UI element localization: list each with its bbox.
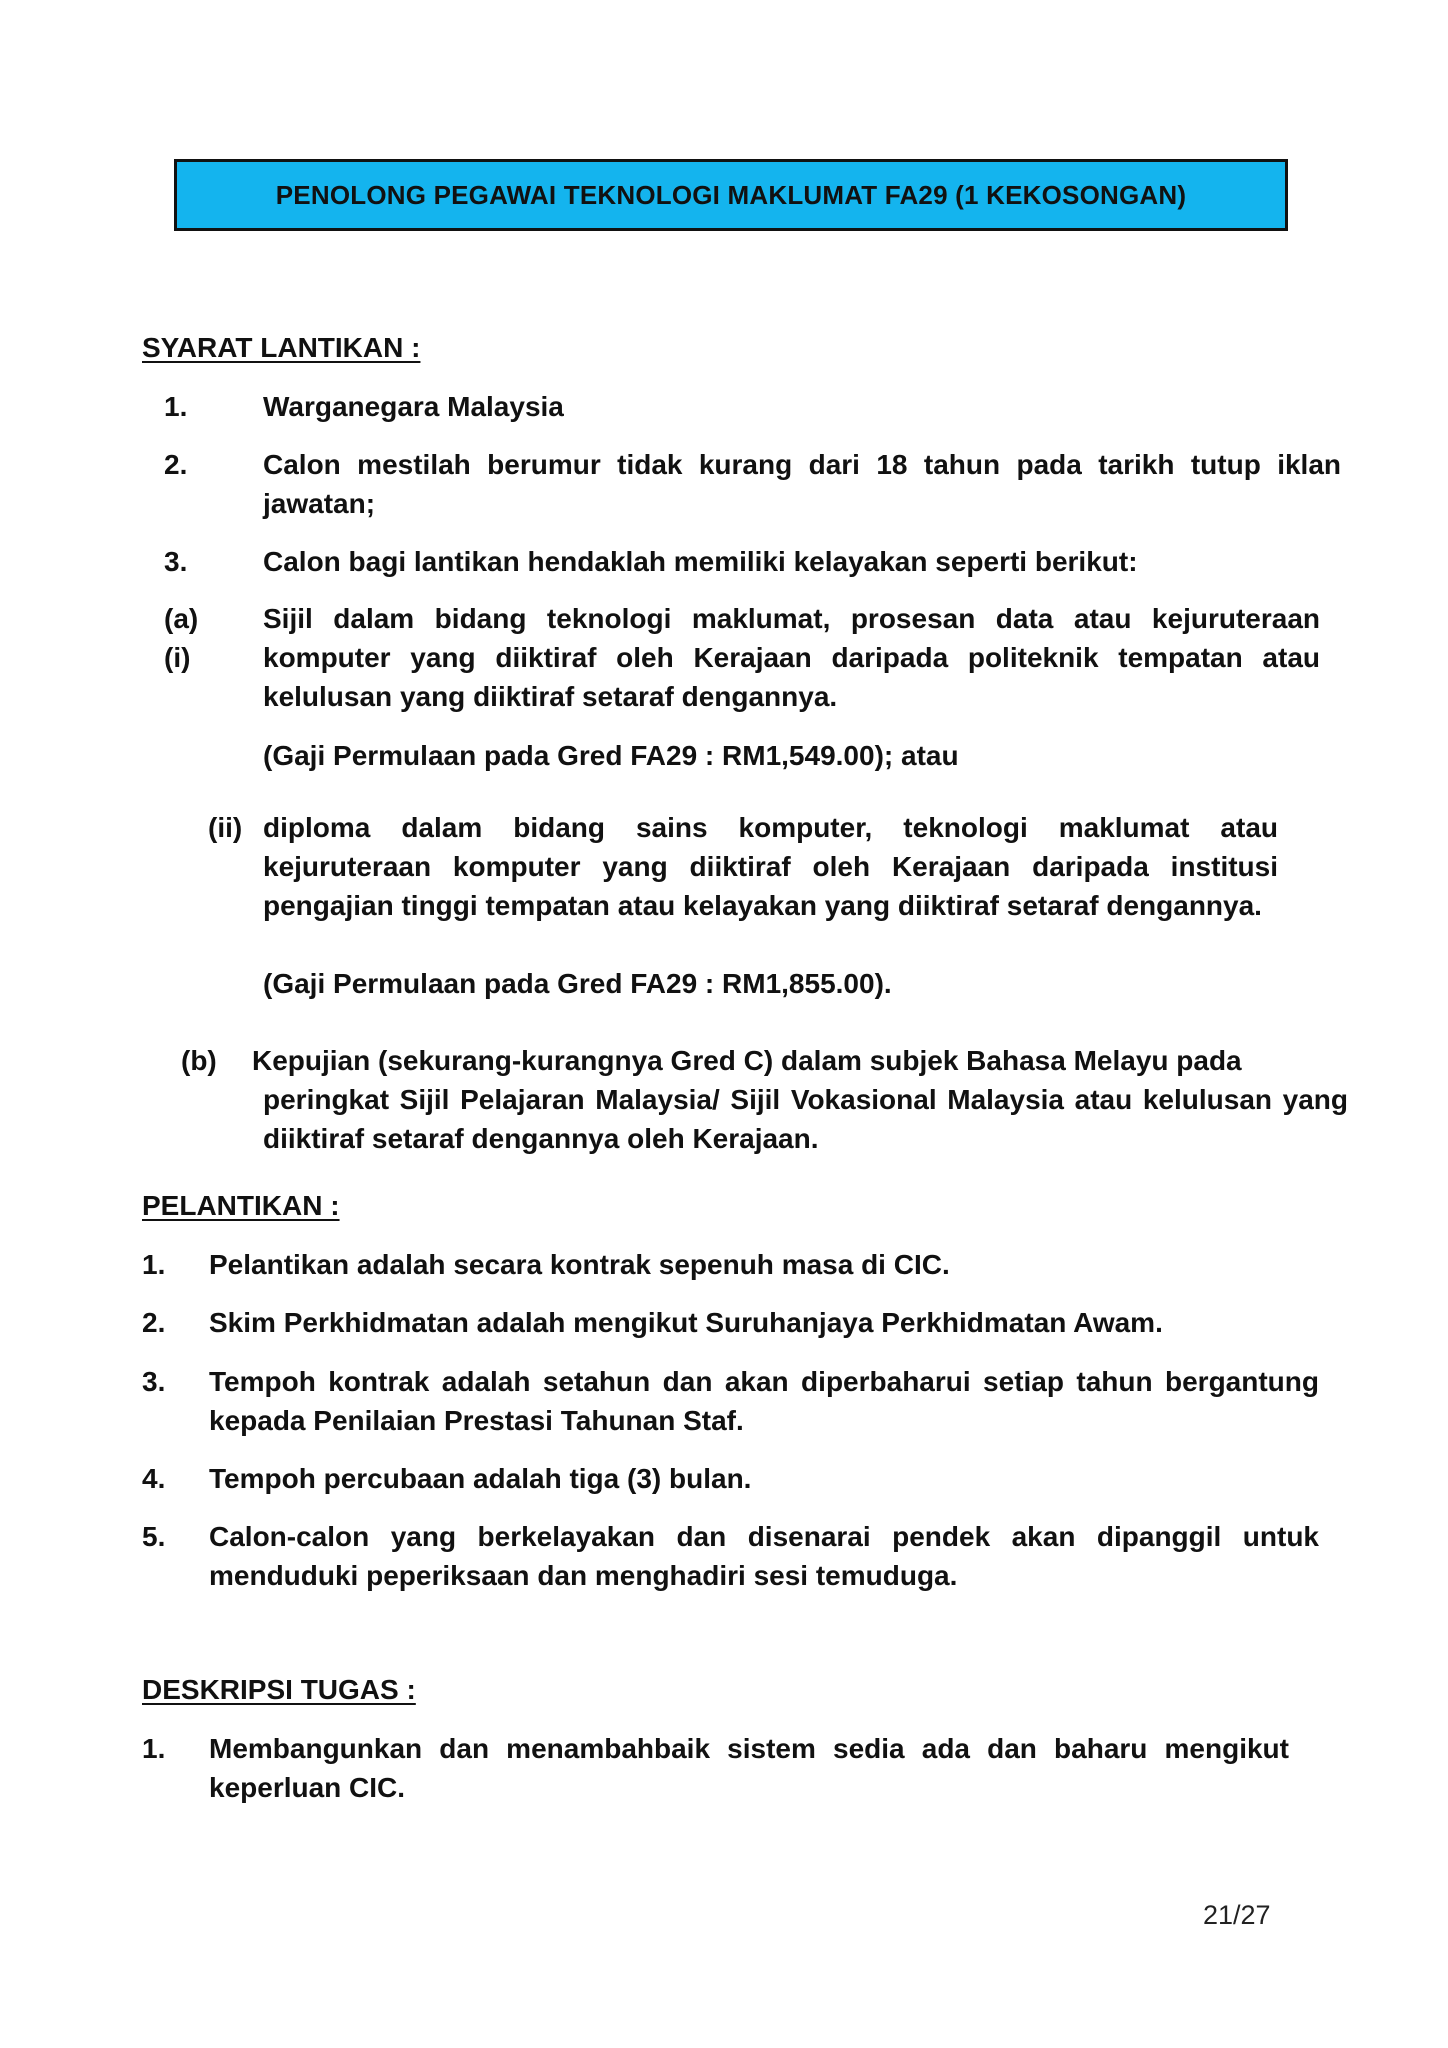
syarat-b-num: (b) (181, 1045, 217, 1076)
syarat-b-rest-text: peringkat Sijil Pelajaran Malaysia/ Sijil Vokasional Malaysia atau kelulusan yang diiktiraf setaraf dengannya oleh Kerajaan. (263, 1084, 1348, 1154)
pelantikan-heading: PELANTIKAN : (142, 1190, 340, 1221)
syarat-item-1-num: 1. (164, 391, 188, 422)
pelantikan-item-1-num: 1. (142, 1249, 166, 1280)
syarat-a-ii-salary-text: (Gaji Permulaan pada Gred FA29 : RM1,855.00). (263, 968, 892, 999)
syarat-b-first-line: Kepujian (sekurang-kurangnya Gred C) dalam subjek Bahasa Melayu pada (252, 1045, 1242, 1076)
deskripsi-heading: DESKRIPSI TUGAS : (142, 1674, 416, 1705)
pelantikan-item-1-text: Pelantikan adalah secara kontrak sepenuh masa di CIC. (209, 1249, 950, 1280)
page-title-box (174, 159, 1288, 231)
syarat-heading: SYARAT LANTIKAN : (142, 332, 421, 363)
syarat-item-3-text: Calon bagi lantikan hendaklah memiliki kelayakan seperti berikut: (263, 546, 1138, 577)
deskripsi-item-1-text: Membangunkan dan menambahbaik sistem sedia ada dan baharu mengikut keperluan CIC. (209, 1733, 1289, 1803)
syarat-item-3-num: 3. (164, 546, 188, 577)
syarat-item-1-text: Warganegara Malaysia (263, 391, 564, 422)
syarat-item-2-num: 2. (164, 449, 188, 480)
syarat-a-ii-text: diploma dalam bidang sains komputer, teknologi maklumat atau kejuruteraan komputer yang diiktiraf oleh Kerajaan daripada institusi pengajian tinggi tempatan atau kelayakan yang diiktiraf setaraf dengannya. (263, 812, 1278, 921)
pelantikan-item-5-text: Calon-calon yang berkelayakan dan disenarai pendek akan dipanggil untuk menduduki peperiksaan dan menghadiri sesi temuduga. (209, 1521, 1319, 1591)
syarat-a-i-num: (a) (i) (164, 603, 199, 673)
pelantikan-item-4-num: 4. (142, 1463, 166, 1494)
syarat-item-2-text: Calon mestilah berumur tidak kurang dari 18 tahun pada tarikh tutup iklan jawatan; (263, 449, 1341, 519)
pelantikan-item-3-text: Tempoh kontrak adalah setahun dan akan diperbaharui setiap tahun bergantung kepada Penilaian Prestasi Tahunan Staf. (209, 1366, 1319, 1436)
page-number: 21/27 (1203, 1900, 1271, 1930)
pelantikan-item-4-text: Tempoh percubaan adalah tiga (3) bulan. (209, 1463, 752, 1494)
pelantikan-item-3-num: 3. (142, 1366, 166, 1397)
pelantikan-item-5-num: 5. (142, 1521, 166, 1552)
pelantikan-item-2-text: Skim Perkhidmatan adalah mengikut Suruhanjaya Perkhidmatan Awam. (209, 1307, 1163, 1338)
syarat-a-ii-num: (ii) (208, 812, 243, 843)
pelantikan-item-2-num: 2. (142, 1307, 166, 1338)
page-title: PENOLONG PEGAWAI TEKNOLOGI MAKLUMAT FA29 (1 KEKOSONGAN) (275, 179, 1187, 210)
syarat-a-i-salary-text: (Gaji Permulaan pada Gred FA29 : RM1,549.00); atau (263, 740, 959, 771)
deskripsi-item-1-num: 1. (142, 1733, 166, 1764)
syarat-a-i-text: Sijil dalam bidang teknologi maklumat, prosesan data atau kejuruteraan komputer yang diiktiraf oleh Kerajaan daripada politeknik tempatan atau kelulusan yang diiktiraf setaraf dengannya. (263, 603, 1320, 712)
